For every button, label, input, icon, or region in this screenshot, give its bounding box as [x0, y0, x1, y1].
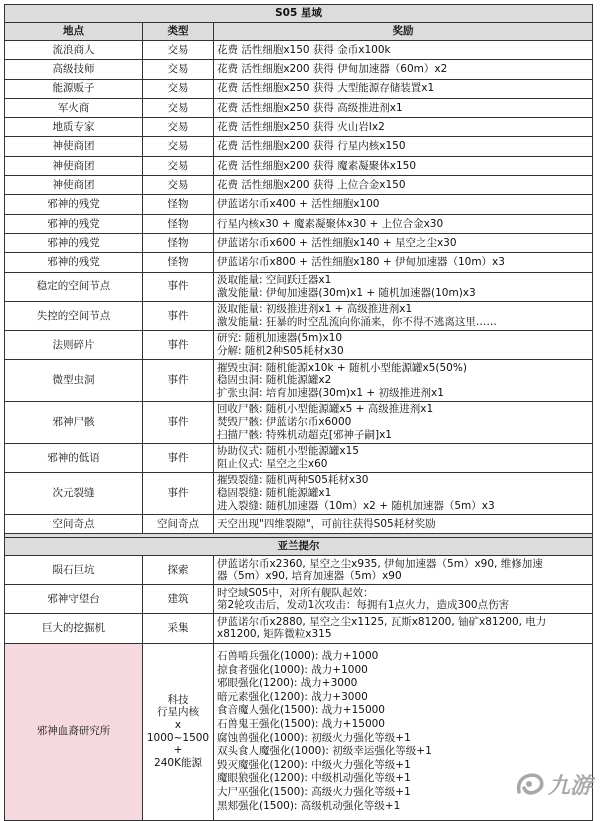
reward-line: 花费 活性细胞x150 获得 金币x100k — [217, 43, 391, 56]
reward-line: 石兽啃兵强化(1000): 战力+1000 — [217, 650, 379, 662]
table-row — [5, 556, 593, 585]
table-row — [5, 137, 593, 156]
table-row — [5, 585, 593, 614]
type-cell: 事件 — [143, 401, 214, 443]
place-cell: 流浪商人 — [5, 41, 143, 60]
reward-line: 花费 活性细胞x250 获得 大型能源存储装置x1 — [217, 82, 435, 95]
reward-line: 进入裂缝: 随机加速器（10m）x2 + 随机加速器（5m）x3 — [217, 499, 495, 512]
reward-line: 天空出现"四维裂隙"，可前往获得S05耗材奖励 — [217, 517, 436, 530]
reward-cell — [214, 401, 593, 443]
reward-line: 伊蓝诺尔币x2880, 星空之尘x1125, 瓦斯x81200, 铀矿x81200, 电力 — [217, 615, 547, 628]
place-cell: 微型虫洞 — [5, 360, 143, 402]
table-title-cell: S05 星域 — [5, 5, 593, 23]
reward-cell — [214, 118, 593, 137]
place-cell: 邪神的残党 — [5, 253, 143, 272]
place-cell: 邪神的残党 — [5, 195, 143, 214]
reward-line: 汲取能量: 初级推进剂x1 + 高级推进剂x1 — [217, 303, 413, 316]
place-cell: 巨大的挖掘机 — [5, 614, 143, 643]
header-type: 类型 — [143, 23, 214, 41]
reward-line: 研究: 随机加速器(5m)x10 — [217, 332, 343, 345]
reward-line: 激发能量: 狂暴的时空乱流向你涌来，你不得不逃离这里…… — [217, 315, 497, 328]
reward-line: 伊蓝诺尔币x400 + 活性细胞x100 — [217, 198, 380, 211]
type-cell: 交易 — [143, 60, 214, 79]
reward-line: 花费 活性细胞x250 获得 火山岩Ⅰx2 — [217, 121, 385, 134]
type-line: 1000~1500 — [146, 731, 210, 744]
type-line: 行星内核 — [157, 706, 199, 719]
type-line: x — [174, 718, 182, 731]
reward-line: 时空域S05中，对所有舰队起效： — [217, 586, 374, 599]
type-line: 科技 — [167, 693, 189, 706]
reward-cell — [214, 514, 593, 533]
table-row — [5, 233, 593, 252]
reward-line: 阻止仪式: 星空之尘x60 — [217, 457, 328, 470]
reward-line: 分解: 随机2种S05耗材x30 — [217, 345, 344, 358]
table-row — [5, 643, 593, 820]
reward-line: 行星内核x30 + 魔素凝聚体x30 + 上位合金x30 — [217, 217, 444, 230]
reward-cell — [214, 556, 593, 585]
reward-cell — [214, 98, 593, 117]
type-cell: 事件 — [143, 272, 214, 301]
type-cell: 怪物 — [143, 253, 214, 272]
reward-cell — [214, 156, 593, 175]
reward-line: 稳固裂缝: 随机能源罐x1 — [217, 487, 332, 499]
place-cell: 邪神的低语 — [5, 443, 143, 472]
reward-line: 伊蓝诺尔币x600 + 活性细胞x140 + 星空之尘x30 — [217, 236, 457, 249]
table-row — [5, 330, 593, 359]
header-row — [5, 23, 593, 41]
reward-line: 焚毁尸骸: 伊蓝诺尔币x6000 — [217, 416, 352, 429]
reward-line: 花费 活性细胞x200 获得 魔素凝聚体x150 — [217, 159, 417, 172]
reward-line: 伊蓝诺尔币x800 + 活性细胞x180 + 伊甸加速器（10m）x3 — [217, 256, 505, 269]
reward-cell — [214, 41, 593, 60]
table-row — [5, 41, 593, 60]
reward-line: 回收尸骸: 随机小型能源罐x5 + 高级推进剂x1 — [217, 403, 434, 416]
table-row — [5, 401, 593, 443]
type-cell: 建筑 — [143, 585, 214, 614]
type-cell — [143, 643, 214, 820]
type-cell: 采集 — [143, 614, 214, 643]
reward-cell — [214, 330, 593, 359]
type-cell: 交易 — [143, 137, 214, 156]
reward-line: 双头食人魔强化(1000): 初级幸运强化等级+1 — [217, 745, 432, 758]
reward-line: x81200, 矩阵微粒x315 — [217, 628, 332, 641]
table-row — [5, 156, 593, 175]
table-row — [5, 118, 593, 137]
type-cell: 交易 — [143, 176, 214, 195]
reward-line: 扫描尸骸: 特殊机动超克[邪神子嗣]x1 — [217, 428, 392, 441]
place-cell: 能源贩子 — [5, 79, 143, 98]
place-cell: 法则碎片 — [5, 330, 143, 359]
place-cell: 邪神尸骸 — [5, 401, 143, 443]
reward-line: 暗元素强化(1200): 战力+3000 — [217, 690, 368, 703]
place-cell: 次元裂缝 — [5, 472, 143, 514]
reward-line: 毁灭魔强化(1200): 中级火力强化等级+1 — [217, 758, 411, 771]
section-title-yalan — [5, 538, 593, 556]
place-cell: 军火商 — [5, 98, 143, 117]
type-line: + — [173, 744, 183, 757]
type-line: 240K能源 — [154, 756, 202, 769]
reward-cell — [214, 301, 593, 330]
place-cell: 稳定的空间节点 — [5, 272, 143, 301]
reward-line: 掠食者强化(1000): 战力+1000 — [217, 663, 368, 676]
table-row — [5, 60, 593, 79]
reward-line: 黑郏强化(1500): 高级机动强化等级+1 — [217, 799, 401, 812]
place-cell: 陨石巨坑 — [5, 556, 143, 585]
reward-cell — [214, 176, 593, 195]
table-row — [5, 272, 593, 301]
table-row — [5, 472, 593, 514]
section-title-yalan-cell: 亚兰提尔 — [5, 538, 593, 556]
reward-table — [4, 4, 593, 821]
reward-line: 石兽鬼王强化(1500): 战力+15000 — [217, 717, 385, 730]
table-row — [5, 176, 593, 195]
reward-line: 扩张虫洞: 培育加速器(30m)x1 + 初级推进剂x1 — [217, 386, 444, 399]
place-cell: 邪神的残党 — [5, 214, 143, 233]
table-row — [5, 301, 593, 330]
reward-line: 花费 活性细胞x200 获得 行星内核x150 — [217, 140, 406, 153]
reward-line: 激发能量: 伊甸加速器(30m)x1 + 随机加速器(10m)x3 — [217, 286, 476, 299]
type-cell: 怪物 — [143, 233, 214, 252]
jiuyou-logo-icon — [515, 772, 545, 798]
type-cell: 事件 — [143, 330, 214, 359]
place-cell: 高级技师 — [5, 60, 143, 79]
reward-line: 汲取能量: 空间跃迁器x1 — [217, 274, 332, 287]
reward-cell — [214, 233, 593, 252]
table-row — [5, 360, 593, 402]
type-cell: 空间奇点 — [143, 514, 214, 533]
table-row — [5, 614, 593, 643]
reward-line: 协助仪式: 随机小型能源罐x15 — [217, 445, 359, 458]
reward-line: 伊蓝诺尔币x2360, 星空之尘x935, 伊甸加速器（5m）x90, 维修加速 — [217, 557, 543, 570]
table-row — [5, 253, 593, 272]
table-row — [5, 514, 593, 533]
reward-line: 摧毁虫洞: 随机能源x10k + 随机小型能源罐x5(50%) — [217, 361, 467, 374]
reward-line: 器（5m）x90, 培育加速器（5m）x90 — [217, 570, 402, 583]
table-row — [5, 195, 593, 214]
type-cell: 怪物 — [143, 214, 214, 233]
place-cell: 地质专家 — [5, 118, 143, 137]
type-cell: 交易 — [143, 98, 214, 117]
reward-line: 花费 活性细胞x200 获得 伊甸加速器（60m）x2 — [217, 63, 448, 76]
table-row — [5, 443, 593, 472]
place-cell: 邪神的残党 — [5, 233, 143, 252]
place-cell: 邪神守望台 — [5, 585, 143, 614]
type-cell: 探索 — [143, 556, 214, 585]
table-row — [5, 214, 593, 233]
reward-line: 花费 活性细胞x200 获得 上位合金x150 — [217, 178, 406, 191]
reward-line: 稳固虫洞: 随机能源罐x2 — [217, 374, 332, 387]
table-title — [5, 5, 593, 23]
type-cell: 事件 — [143, 301, 214, 330]
reward-line: 花费 活性细胞x250 获得 高级推进剂x1 — [217, 101, 403, 114]
reward-cell — [214, 214, 593, 233]
table-row — [5, 79, 593, 98]
reward-line: 第2轮攻击后，发动1次攻击：每拥有1点火力，造成300点伤害 — [217, 599, 510, 612]
type-cell: 交易 — [143, 41, 214, 60]
type-cell: 事件 — [143, 360, 214, 402]
reward-line: 食音魔人强化(1500): 战力+15000 — [217, 704, 385, 717]
reward-cell — [214, 360, 593, 402]
header-place: 地点 — [5, 23, 143, 41]
place-cell: 邪神血裔研究所 — [5, 643, 143, 820]
reward-cell — [214, 195, 593, 214]
reward-line: 摧毁裂缝: 随机两种S05耗材x30 — [217, 474, 369, 487]
reward-cell — [214, 137, 593, 156]
reward-cell — [214, 60, 593, 79]
watermark — [515, 769, 592, 800]
watermark-text: 九游 — [547, 774, 592, 799]
place-cell: 神使商团 — [5, 156, 143, 175]
reward-line: 腐蚀兽强化(1000): 初级火力强化等级+1 — [217, 731, 411, 744]
reward-line: 邪眼强化(1200): 战力+3000 — [217, 677, 358, 690]
type-cell: 事件 — [143, 443, 214, 472]
type-cell: 怪物 — [143, 195, 214, 214]
place-cell: 空间奇点 — [5, 514, 143, 533]
reward-cell — [214, 585, 593, 614]
reward-cell — [214, 272, 593, 301]
reward-cell — [214, 79, 593, 98]
place-cell: 失控的空间节点 — [5, 301, 143, 330]
type-cell: 交易 — [143, 156, 214, 175]
type-cell: 事件 — [143, 472, 214, 514]
reward-line: 大尸巫强化(1500): 高级火力强化等级+1 — [217, 785, 411, 798]
reward-cell — [214, 443, 593, 472]
reward-cell — [214, 253, 593, 272]
reward-cell — [214, 472, 593, 514]
place-cell: 神使商团 — [5, 137, 143, 156]
reward-cell — [214, 614, 593, 643]
type-cell: 交易 — [143, 118, 214, 137]
reward-line: 魔眼狼强化(1200): 中级机动强化等级+1 — [217, 772, 411, 785]
table-row — [5, 98, 593, 117]
type-cell: 交易 — [143, 79, 214, 98]
header-reward: 奖励 — [214, 23, 593, 41]
place-cell: 神使商团 — [5, 176, 143, 195]
